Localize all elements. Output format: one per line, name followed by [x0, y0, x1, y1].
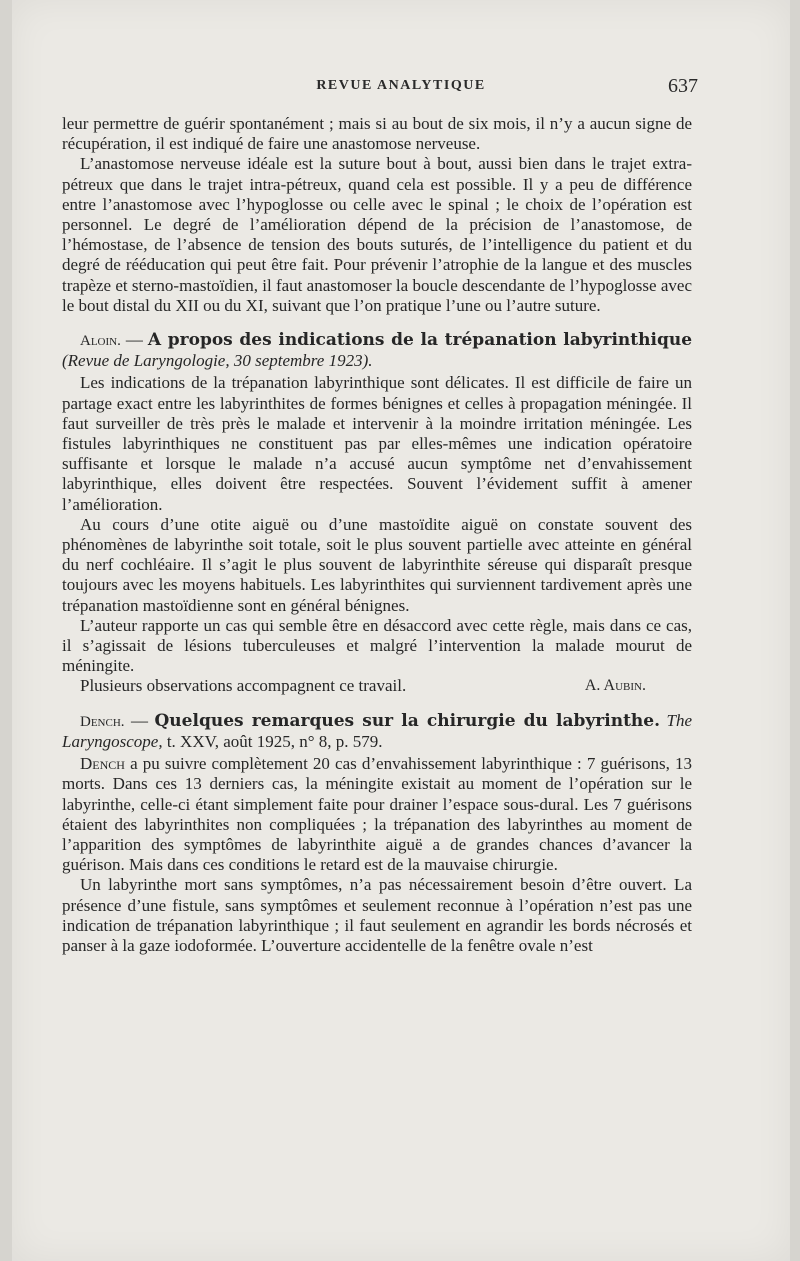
article-citation: (Revue de Laryngologie, 30 septembre 1923). — [62, 351, 373, 371]
article-title: Quelques remarques sur la chirurgie du labyrinthe. — [154, 710, 661, 731]
inline-author: Dench — [80, 754, 125, 774]
article-heading-aloin — [62, 330, 692, 371]
reviewer-signature: A. Aubin. — [584, 677, 646, 695]
paragraph-auteur: L’auteur rapporte un cas qui semble être en désaccord avec cette règle, mais dans ce cas, il s’agissait de lésions tuberculeuses et malgré l’intervention la malade mourut de méningite. — [62, 615, 692, 676]
article-citation: t. XXV, août 1925, n° 8, p. 579. — [162, 731, 383, 751]
page-number: 637 — [668, 75, 698, 97]
paragraph-continuation: leur permettre de guérir spontanément ; mais si au bout de six mois, il n’y a aucun signe de récupération, il est indiqué de faire une anastomose nerveuse. — [62, 114, 692, 154]
paragraph-dench-cases — [62, 754, 692, 875]
document-page — [12, 0, 790, 1261]
paragraph-labyrinthe-mort: Un labyrinthe mort sans symptômes, n’a pas nécessairement besoin d’être ouvert. La présence d’une fistule, sans symptômes et seulement reconnue à l’opération n’est pas une indication de trépanation labyrinthique ; il faut seulement en agrandir les bords nécrosés et panser à la gaze iodoformée. L’ouverture accidentelle de la fenêtre ovale n’est — [62, 875, 692, 955]
heading-dash: — — [120, 330, 148, 350]
article-heading-dench — [62, 711, 692, 752]
body-text — [62, 114, 692, 956]
dench-cases-text: a pu suivre complètement 20 cas d’envahissement labyrinthique : 7 guérisons, 13 morts. Dans ces 13 derniers cas, la méningite existait au moment de l’opération sur le labyrinthe, celle-ci étant simplement faite pour drainer l’espace sous-dural. Les 7 guérisons étaient des labyrinthites non compliquées ; la trépanation des labyrinthes au moment de l’apparition des symptômes de labyrinthite aiguë a de grandes chances d’avancer la guérison. Mais dans ces conditions le retard est de la mauvaise chirurgie. — [62, 754, 692, 875]
paragraph-otite: Au cours d’une otite aiguë ou d’une mastoïdite aiguë on constate souvent des phénomènes de labyrinthe soit totale, soit le plus souvent partielle avec atteinte en général du nerf cochléaire. Il s’agit le plus souvent de labyrinthite séreuse qui disparaît presque toujours avec les moyens habituels. Les labyrinthites qui surviennent tardivement après une trépanation mastoïdienne sont en général bénignes. — [62, 514, 692, 615]
observations-text: Plusieurs observations accompagnent ce travail. — [80, 676, 407, 696]
paragraph-indications: Les indications de la trépanation labyrinthique sont délicates. Il est difficile de faire un partage exact entre les labyrinthites de formes bénignes et celles à propagation méningée. Il faut surveiller de très près le malade et intervenir à la moindre irritation méningée. Les fistules labyrinthiques ne constituent pas par elles-mêmes une indication opératoire suffisante et lorsque le malade n’a accusé aucun symptôme net d’envahissement labyrinthique, elles doivent être respectées. Souvent l’évidement suffit à amener l’amélioration. — [62, 373, 692, 514]
article-title: A propos des indications de la trépanation labyrinthique — [147, 330, 693, 351]
paragraph-anastomose: L’anastomose nerveuse idéale est la suture bout à bout, aussi bien dans le trajet extra-pétreux que dans le trajet intra-pétreux, quand cela est possible. Il y a peu de différence entre l’anastomose avec l’hypoglosse ou celle avec le spinal ; le choix de l’opération est personnel. Le degré de l’amélioration dépend de la précision de l’anastomose, de l’hémostase, de l’absence de tension des bouts suturés, de l’intelligence du patient et du degré de rééducation qui peut être fait. Pour prévenir l’atrophie de la langue et des muscles trapèze et sterno-mastoïdien, il faut anastomoser la boucle descendante de l’hypoglosse avec le bout distal du XII ou du XI, suivant que l’on pratique l’une ou l’autre suture. — [62, 154, 692, 315]
paragraph-observations — [62, 676, 692, 696]
article-author: Dench. — [80, 713, 125, 730]
article-journal: The Laryngoscope, — [62, 710, 693, 751]
running-head — [12, 75, 790, 100]
running-title: REVUE ANALYTIQUE — [316, 78, 486, 93]
heading-dash: — — [124, 710, 155, 730]
article-author: Aloin. — [80, 333, 121, 350]
